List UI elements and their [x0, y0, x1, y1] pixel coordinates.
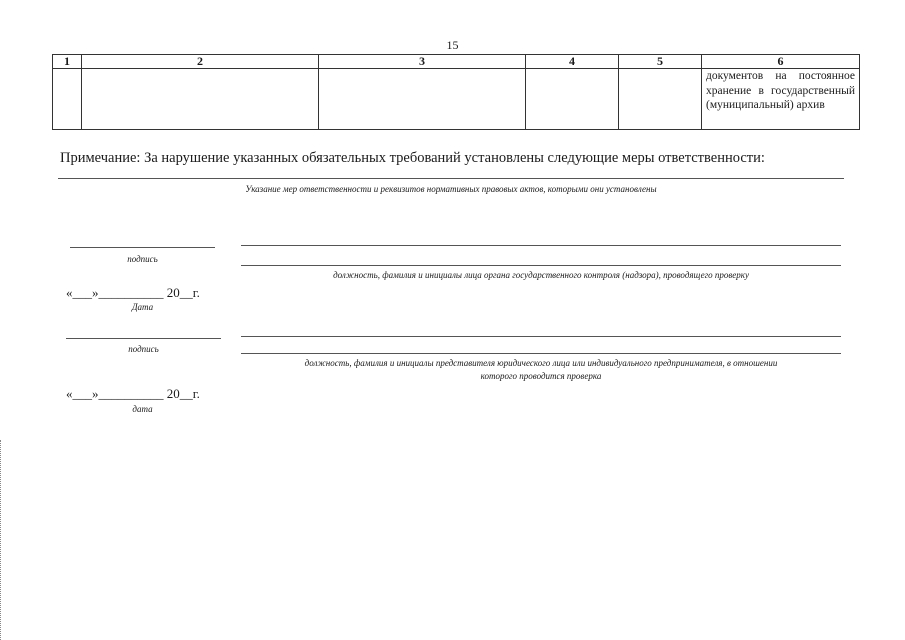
table-cell	[82, 69, 319, 130]
note-caption: Указание мер ответственности и реквизитов нормативных правовых актов, которыми они установлены	[245, 184, 657, 194]
page-number: 15	[446, 38, 459, 52]
table-header-cell: 5	[619, 55, 702, 69]
inspector-date-field[interactable]: «___»__________ 20__г.	[66, 285, 200, 300]
representative-official-line-2	[241, 353, 841, 354]
table-cell	[53, 69, 82, 130]
note-fill-line	[58, 178, 844, 179]
representative-date-caption: дата	[132, 404, 153, 414]
representative-date-field[interactable]: «___»__________ 20__г.	[66, 386, 200, 401]
inspector-signature-caption: подпись	[127, 254, 158, 264]
note-text: Примечание: За нарушение указанных обязательных требований установлены следующие меры ответственности:	[60, 150, 765, 166]
table-header-cell: 3	[319, 55, 526, 69]
table-cell	[319, 69, 526, 130]
table-header-cell: 6	[702, 55, 860, 69]
representative-official-caption-line2: которого проводится проверка	[480, 371, 602, 381]
table-row	[53, 69, 860, 130]
table-header-cell: 1	[53, 55, 82, 69]
representative-official-caption-line1: должность, фамилия и инициалы представителя юридического лица или индивидуального предпринимателя, в отношении	[304, 358, 778, 368]
table-header-cell: 2	[82, 55, 319, 69]
inspector-official-caption: должность, фамилия и инициалы лица органа государственного контроля (надзора), проводящего проверку	[333, 270, 749, 280]
table-cell	[526, 69, 619, 130]
representative-official-line-1	[241, 336, 841, 337]
table-cell-archive-text: документов на постоянное хранение в государственный (муниципальный) архив	[702, 69, 860, 130]
representative-signature-line	[66, 338, 221, 339]
inspection-table	[52, 54, 860, 130]
table-header-row	[53, 55, 860, 69]
representative-signature-caption: подпись	[128, 344, 159, 354]
inspector-date-caption: Дата	[131, 302, 154, 312]
inspector-official-line-2	[241, 265, 841, 266]
table-header-cell: 4	[526, 55, 619, 69]
scan-edge-mark	[0, 440, 2, 640]
table-cell	[619, 69, 702, 130]
inspector-official-line-1	[241, 245, 841, 246]
inspector-signature-line	[70, 247, 215, 248]
